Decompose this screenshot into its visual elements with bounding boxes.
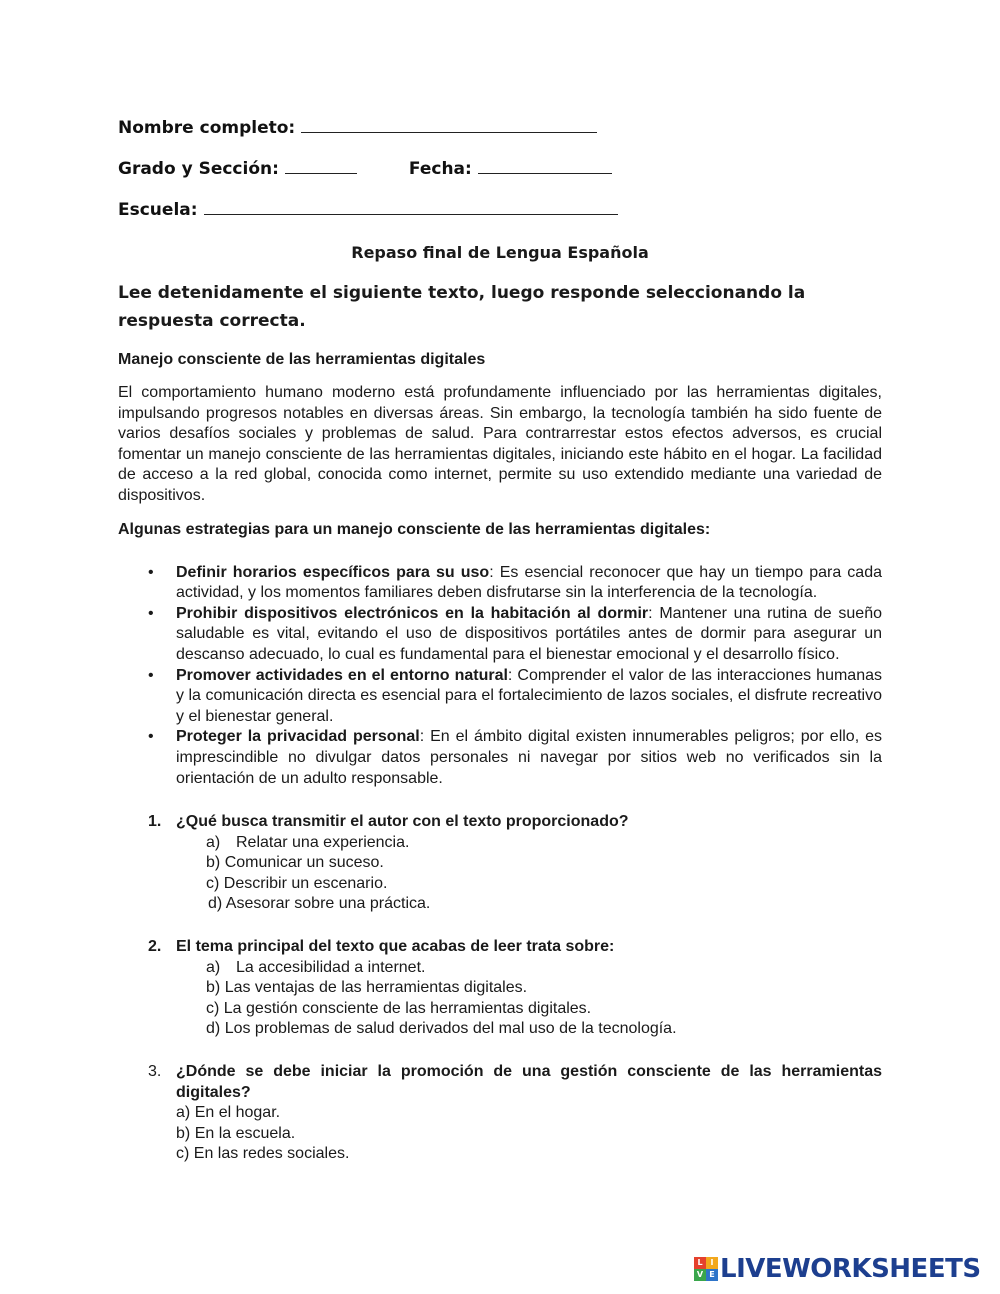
answer-option[interactable]: c) Describir un escenario. — [206, 874, 388, 892]
bullet-icon: • — [148, 563, 154, 581]
date-blank[interactable] — [478, 159, 612, 174]
liveworksheets-logo-icon — [694, 1257, 718, 1281]
question-number: 1. — [148, 813, 162, 831]
strategy-text: : Mantener una rutina de sueño saludable es vital, evitando el uso de dispositivos portátiles antes de dormir para asegurar un descanso adecuado, lo cual es fundamental para el bienestar emocional y el desarrollo físico. — [176, 604, 882, 663]
strategies-list — [118, 563, 882, 790]
school-blank[interactable] — [204, 200, 618, 215]
worksheet-page — [118, 118, 882, 1165]
bullet-icon: • — [148, 728, 154, 746]
question-number: 3. — [148, 1063, 162, 1081]
reading-paragraph: El comportamiento humano moderno está profundamente influenciado por las herramientas digitales, impulsando progresos notables en diversas áreas. Sin embargo, la tecnología también ha sido fuente de varios desafíos sociales y problemas de salud. Para contrarrestar estos efectos adversos, es crucial fomentar un manejo consciente de las herramientas digitales, iniciando este hábito en el hogar. La facilidad de acceso a la red global, conocida como internet, permite su uso extendido mediante una variedad de dispositivos. — [118, 384, 882, 504]
strategy-text: : Comprender el valor de las interacciones humanas y la comunicación directa es esencial para el fortalecimiento de lazos sociales, el disfrute recreativo y el bienestar general. — [176, 666, 883, 725]
strategy-text: : En el ámbito digital existen innumerables peligros; por ello, es imprescindible no divulgar datos personales ni navegar por sitios web no verificados sin la orientación de un adulto responsable. — [176, 728, 882, 787]
instructions: Lee detenidamente el siguiente texto, luego responde seleccionando la respuesta correcta. — [118, 283, 806, 331]
name-field — [118, 118, 882, 159]
name-label: Nombre completo: — [118, 118, 296, 138]
grade-date-row — [118, 159, 882, 200]
strategy-title: Prohibir dispositivos electrónicos en la habitación al dormir — [176, 604, 649, 622]
strategy-title: Definir horarios específicos para su uso — [176, 563, 490, 581]
answer-option[interactable]: a) La accesibilidad a internet. — [206, 958, 426, 976]
grade-blank[interactable] — [285, 159, 357, 174]
school-label: Escuela: — [118, 200, 198, 220]
question-text: El tema principal del texto que acabas de leer trata sobre: — [176, 938, 615, 956]
name-blank[interactable] — [301, 118, 597, 133]
strategies-heading: Algunas estrategias para un manejo consciente de las herramientas digitales: — [118, 520, 711, 538]
logo-mark-e: E — [706, 1269, 718, 1281]
bullet-icon: • — [148, 666, 154, 684]
answer-option[interactable]: c) La gestión consciente de las herramientas digitales. — [206, 999, 592, 1017]
answer-option[interactable]: b) Comunicar un suceso. — [206, 854, 384, 872]
question-text: ¿Dónde se debe iniciar la promoción de una gestión consciente de las herramientas digitales? — [176, 1063, 882, 1101]
grade-label: Grado y Sección: — [118, 159, 279, 179]
answer-option[interactable]: b) En la escuela. — [176, 1124, 296, 1142]
question-2 — [118, 937, 882, 1040]
liveworksheets-logo — [694, 1254, 981, 1284]
question-1 — [118, 812, 882, 915]
strategy-item — [118, 666, 882, 728]
logo-mark-i: I — [706, 1257, 718, 1269]
strategy-item — [118, 604, 882, 666]
answer-option[interactable]: c) En las redes sociales. — [176, 1145, 350, 1163]
question-number: 2. — [148, 938, 162, 956]
strategy-title: Promover actividades en el entorno natural — [176, 666, 508, 684]
strategy-item — [118, 563, 882, 604]
strategy-text: : Es esencial reconocer que hay un tiempo para cada actividad, y los momentos familiares deben disfrutarse sin la interferencia de la tecnología. — [176, 563, 882, 602]
strategy-item — [118, 727, 882, 789]
answer-option[interactable]: d) Asesorar sobre una práctica. — [208, 895, 431, 913]
answer-option[interactable]: a) Relatar una experiencia. — [206, 833, 410, 851]
question-3 — [118, 1062, 882, 1165]
strategy-title: Proteger la privacidad personal — [176, 728, 420, 746]
reading-heading: Manejo consciente de las herramientas digitales — [118, 351, 486, 368]
bullet-icon: • — [148, 604, 154, 622]
question-text: ¿Qué busca transmitir el autor con el texto proporcionado? — [176, 813, 629, 831]
logo-mark-l: L — [694, 1257, 706, 1269]
school-field — [118, 200, 882, 241]
answer-option[interactable]: d) Los problemas de salud derivados del mal uso de la tecnología. — [206, 1020, 677, 1038]
logo-text: LIVEWORKSHEETS — [720, 1254, 981, 1284]
answer-option[interactable]: a) En el hogar. — [176, 1104, 281, 1122]
date-label: Fecha: — [408, 159, 472, 179]
answer-option[interactable]: b) Las ventajas de las herramientas digitales. — [206, 979, 528, 997]
logo-mark-v: V — [694, 1269, 706, 1281]
worksheet-title: Repaso final de Lengua Española — [351, 243, 649, 262]
